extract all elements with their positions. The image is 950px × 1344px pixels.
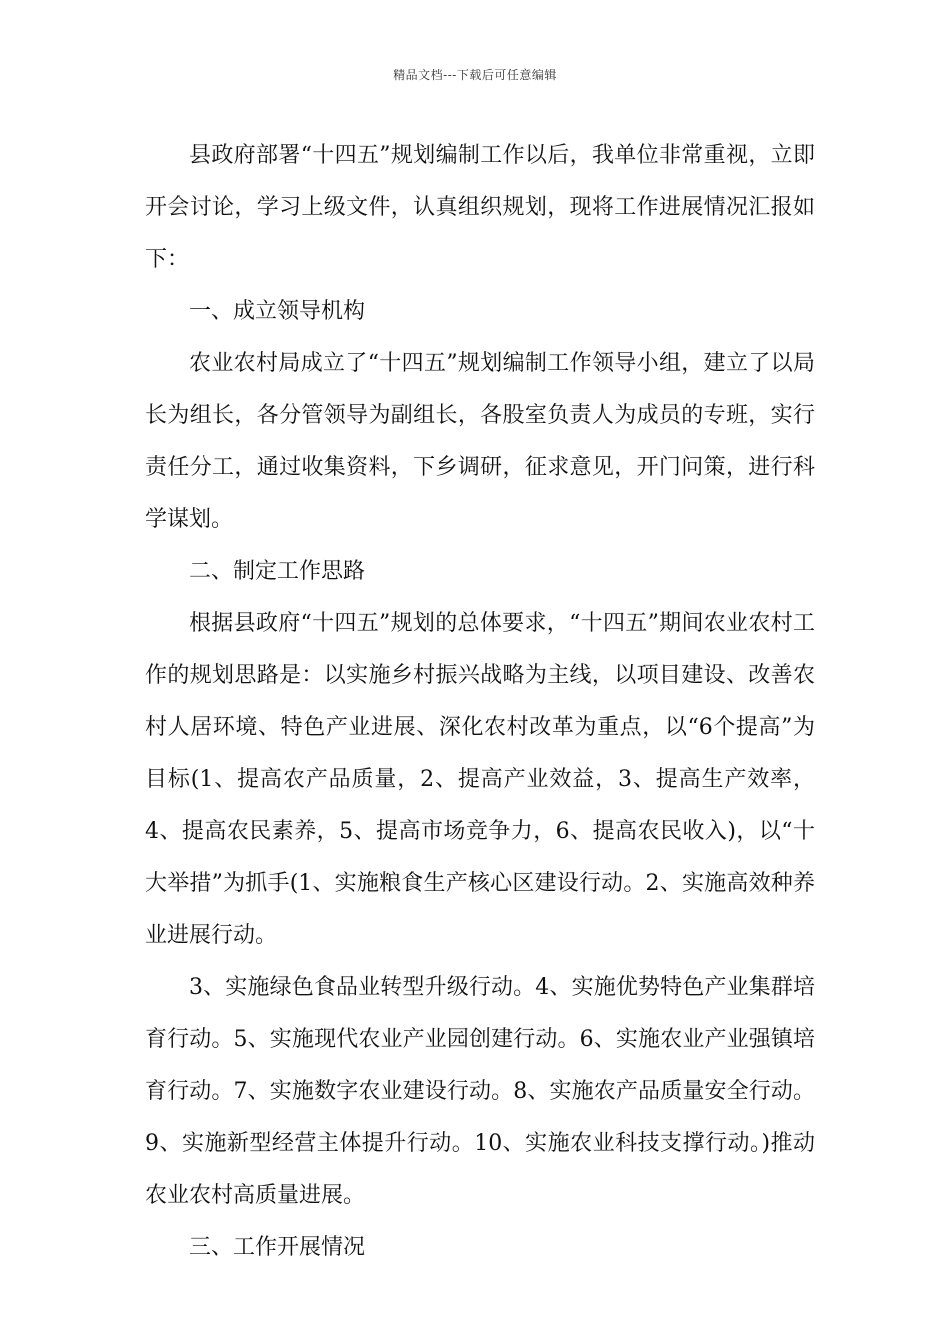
section-heading-2: 二、制定工作思路 [189, 559, 366, 584]
section-2-measures-paragraph: 3、实施绿色食品业转型升级行动。4、实施优势特色产业集群培育行动。5、实施现代农业产业园创建行动。6、实施农业产业强镇培育行动。7、实施数字农业建设行动。8、实施农产品质量安全行动。9、实施新型经营主体提升行动。10、实施农业科技支撑行动。)推动农业农村高质量进展。 [145, 975, 815, 1208]
intro-paragraph: 县政府部署“十四五”规划编制工作以后，我单位非常重视，立即开会讨论，学习上级文件，认真组织规划，现将工作进展情况汇报如下： [145, 143, 815, 272]
section-1-paragraph: 农业农村局成立了“十四五”规划编制工作领导小组，建立了以局长为组长，各分管领导为副组长，各股室负责人为成员的专班，实行责任分工，通过收集资料，下乡调研，征求意见，开门问策，进行科学谋划。 [145, 351, 815, 532]
section-heading-3: 三、工作开展情况 [189, 1235, 366, 1260]
section-heading-1: 一、成立领导机构 [189, 299, 366, 324]
page-header: 精品文档---下载后可任意编辑 [393, 68, 557, 82]
section-2-paragraph: 根据县政府“十四五”规划的总体要求，“十四五”期间农业农村工作的规划思路是：以实施乡村振兴战略为主线，以项目建设、改善农村人居环境、特色产业进展、深化农村改革为重点，以“6个提高”为目标(1、提高农产品质量，2、提高产业效益，3、提高生产效率，4、提高农民素养，5、提高市场竞争力，6、提高农民收入)，以“十大举措”为抓手(1、实施粮食生产核心区建设行动。2、实施高效种养业进展行动。 [145, 611, 815, 948]
document-body [145, 130, 815, 1274]
